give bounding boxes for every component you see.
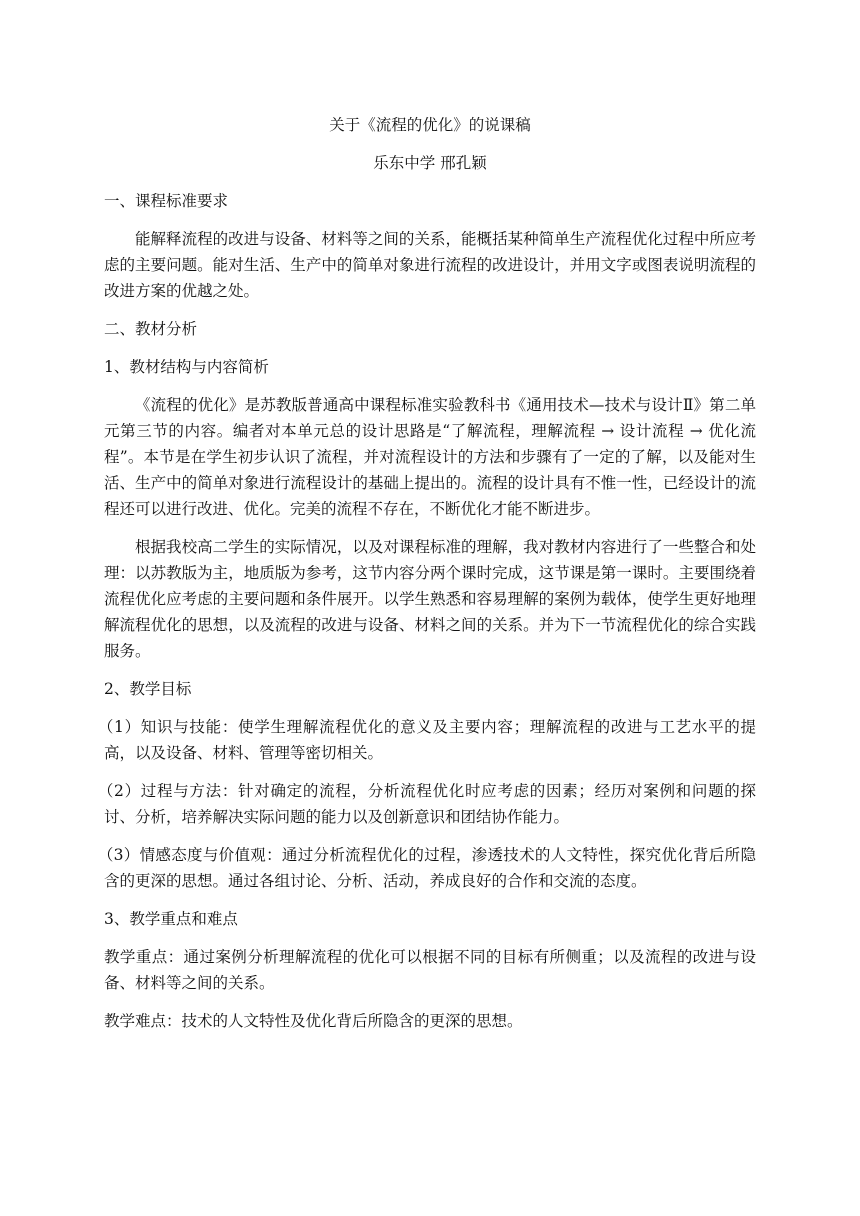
- subheading-teaching-goals: 2、教学目标: [104, 680, 192, 698]
- subheading-structure-content: 1、教材结构与内容简析: [104, 358, 269, 376]
- paragraph-curriculum-standard: 能解释流程的改进与设备、材料等之间的关系，能概括某种简单生产流程优化过程中所应考虑的主要问题。能对生活、生产中的简单对象进行流程的改进设计，并用文字或图表说明流程的改进方案的优越之处。: [104, 230, 756, 300]
- paragraph-difficulty: 教学难点：技术的人文特性及优化背后所隐含的更深的思想。: [104, 1012, 523, 1030]
- paragraph-structure-1: 《流程的优化》是苏教版普通高中课程标准实验教科书《通用技术—技术与设计Ⅱ》第二单元第三节的内容。编者对本单元总的设计思路是“了解流程，理解流程 → 设计流程 → 优化流程”。本节是在学生初步认识了流程，并对流程设计的方法和步骤有了一定的了解，以及能对生活、生产中的简单对象进行流程设计的基础上提出的。流程的设计具有不惟一性，已经设计的流程还可以进行改进、优化。完美的流程不存在，不断优化才能不断进步。: [104, 396, 756, 518]
- document-author: 乐东中学 邢孔颖: [373, 154, 487, 172]
- section-heading-curriculum-standard: 一、课程标准要求: [104, 192, 229, 210]
- goal-item-process: （2）过程与方法：针对确定的流程，分析流程优化时应考虑的因素；经历对案例和问题的探讨、分析，培养解决实际问题的能力以及创新意识和团结协作能力。: [97, 782, 756, 826]
- subheading-key-difficult-points: 3、教学重点和难点: [104, 910, 238, 928]
- paragraph-structure-2: 根据我校高二学生的实际情况，以及对课程标准的理解，我对教材内容进行了一些整合和处理：以苏教版为主，地质版为参考，这节内容分两个课时完成，这节课是第一课时。主要围绕着流程优化应考虑的主要问题和条件展开。以学生熟悉和容易理解的案例为载体，使学生更好地理解流程优化的思想，以及流程的改进与设备、材料之间的关系。并为下一节流程优化的综合实践服务。: [104, 538, 756, 660]
- document-title: 关于《流程的优化》的说课稿: [329, 116, 531, 134]
- document-body: [97, 112, 756, 1046]
- section-heading-textbook-analysis: 二、教材分析: [104, 320, 198, 338]
- goal-item-knowledge: （1）知识与技能：使学生理解流程优化的意义及主要内容；理解流程的改进与工艺水平的提高，以及设备、材料、管理等密切相关。: [97, 718, 756, 762]
- goal-item-attitude: （3）情感态度与价值观：通过分析流程优化的过程，渗透技术的人文特性，探究优化背后所隐含的更深的思想。通过各组讨论、分析、活动，养成良好的合作和交流的态度。: [97, 846, 756, 890]
- paragraph-key-point: 教学重点：通过案例分析理解流程的优化可以根据不同的目标有所侧重；以及流程的改进与设备、材料等之间的关系。: [104, 948, 756, 992]
